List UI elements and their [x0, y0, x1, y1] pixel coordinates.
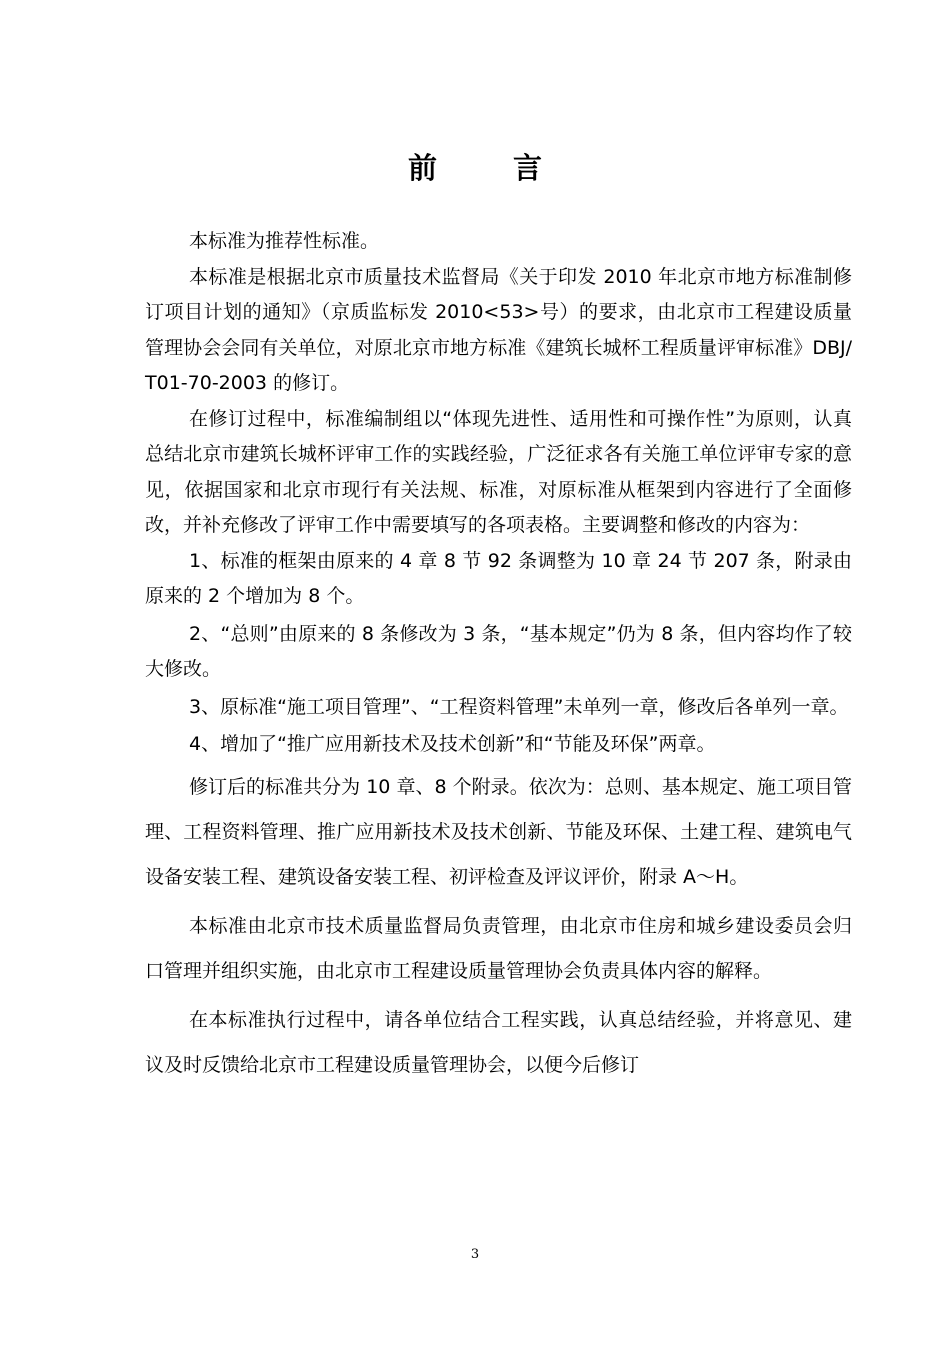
list-item-1: 1、标准的框架由原来的 4 章 8 节 92 条调整为 10 章 24 节 207 条，附录由原来的 2 个增加为 8 个。 [145, 549, 852, 607]
paragraph-structure: 修订后的标准共分为 10 章、8 个附录。依次为：总则、基本规定、施工项目管理、工程资料管理、推广应用新技术及技术创新、节能及环保、土建工程、建筑电气设备安装工程、建筑设备安装工程、初评检查及评议评价，附录 A～H。 [145, 775, 852, 888]
body-text [145, 224, 852, 1088]
page-title: 前言 [407, 151, 618, 185]
list-item-4: 4、增加了“推广应用新技术及技术创新”和“节能及环保”两章。 [189, 733, 716, 755]
paragraph-2: 本标准是根据北京市质量技术监督局《关于印发 2010 年北京市地方标准制修订项目计划的通知》（京质监标发 2010<53>号）的要求，由北京市工程建设质量管理协会会同有关单位，对原北京市地方标准《建筑长城杯工程质量评审标准》DBJ/T01-70-2003 的修订。 [145, 265, 852, 394]
paragraph-management: 本标准由北京市技术质量监督局负责管理，由北京市住房和城乡建设委员会归口管理并组织实施，由北京市工程建设质量管理协会负责具体内容的解释。 [145, 914, 852, 982]
page-number: 3 [470, 1247, 480, 1262]
paragraph-feedback: 在本标准执行过程中，请各单位结合工程实践，认真总结经验，并将意见、建议及时反馈给北京市工程建设质量管理协会，以便今后修订 [145, 1008, 852, 1076]
paragraph-1: 本标准为推荐性标准。 [189, 230, 380, 252]
list-item-3: 3、原标准“施工项目管理”、“工程资料管理”未单列一章，修改后各单列一章。 [189, 695, 849, 718]
list-item-2: 2、“总则”由原来的 8 条修改为 3 条，“基本规定”仍为 8 条，但内容均作了较大修改。 [145, 622, 852, 680]
paragraph-3: 在修订过程中，标准编制组以“体现先进性、适用性和可操作性”为原则，认真总结北京市建筑长城杯评审工作的实践经验，广泛征求各有关施工单位评审专家的意见，依据国家和北京市现行有关法规、标准，对原标准从框架到内容进行了全面修改，并补充修改了评审工作中需要填写的各项表格。主要调整和修改的内容为： [145, 407, 852, 536]
